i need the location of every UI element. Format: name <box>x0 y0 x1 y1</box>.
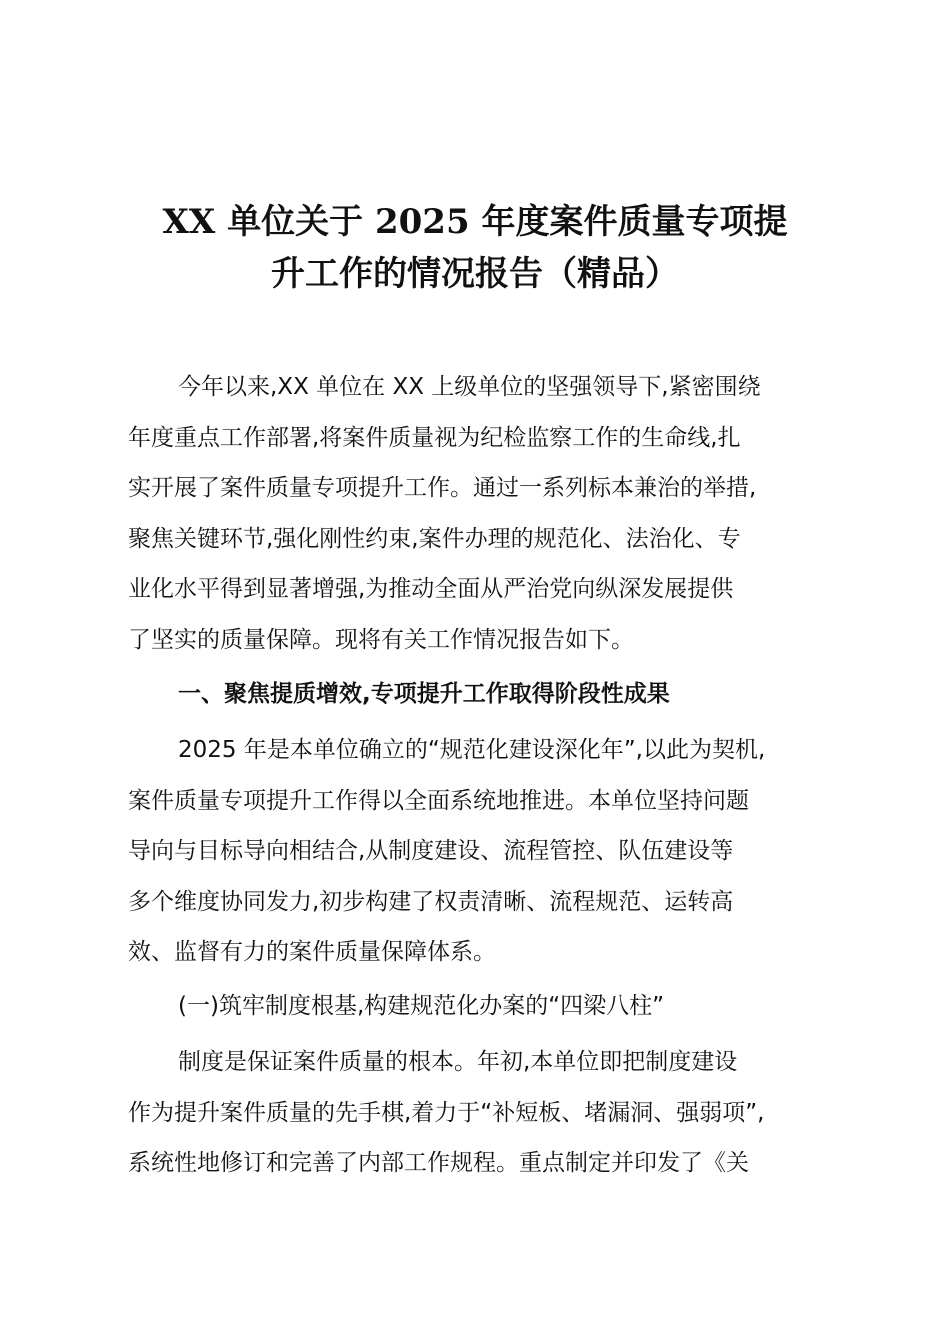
paragraph-3-line: 系统性地修订和完善了内部工作规程。重点制定并印发了《关 <box>128 1150 749 1176</box>
document-title-line-1: XX 单位关于 2025 年度案件质量专项提 <box>162 202 788 242</box>
paragraph-1-line: 年度重点工作部署,将案件质量视为纪检监察工作的生命线,扎 <box>128 425 741 451</box>
paragraph-1-line: 聚焦关键环节,强化刚性约束,案件办理的规范化、法治化、专 <box>128 526 741 552</box>
paragraph-1-line: 了坚实的质量保障。现将有关工作情况报告如下。 <box>128 627 634 653</box>
paragraph-2-line: 多个维度协同发力,初步构建了权责清晰、流程规范、运转高 <box>128 889 734 915</box>
paragraph-3-line: 制度是保证案件质量的根本。年初,本单位即把制度建设 <box>178 1049 738 1075</box>
paragraph-2-line: 2025 年是本单位确立的“规范化建设深化年”,以此为契机, <box>178 737 766 763</box>
subsection-heading-1: (一)筑牢制度根基,构建规范化办案的“四梁八柱” <box>178 993 665 1019</box>
paragraph-1-line: 业化水平得到显著增强,为推动全面从严治党向纵深发展提供 <box>128 576 734 602</box>
paragraph-2-line: 效、监督有力的案件质量保障体系。 <box>128 939 496 965</box>
paragraph-2-line: 导向与目标导向相结合,从制度建设、流程管控、队伍建设等 <box>128 838 734 864</box>
paragraph-2-line: 案件质量专项提升工作得以全面系统地推进。本单位坚持问题 <box>128 788 749 814</box>
paragraph-1-line: 实开展了案件质量专项提升工作。通过一系列标本兼治的举措, <box>128 475 757 501</box>
paragraph-1-line: 今年以来,XX 单位在 XX 上级单位的坚强领导下,紧密围绕 <box>178 374 761 400</box>
paragraph-3-line: 作为提升案件质量的先手棋,着力于“补短板、堵漏洞、强弱项”, <box>128 1100 765 1126</box>
document-title-line-2: 升工作的情况报告（精品） <box>271 254 679 294</box>
section-heading-1: 一、聚焦提质增效,专项提升工作取得阶段性成果 <box>178 681 670 707</box>
